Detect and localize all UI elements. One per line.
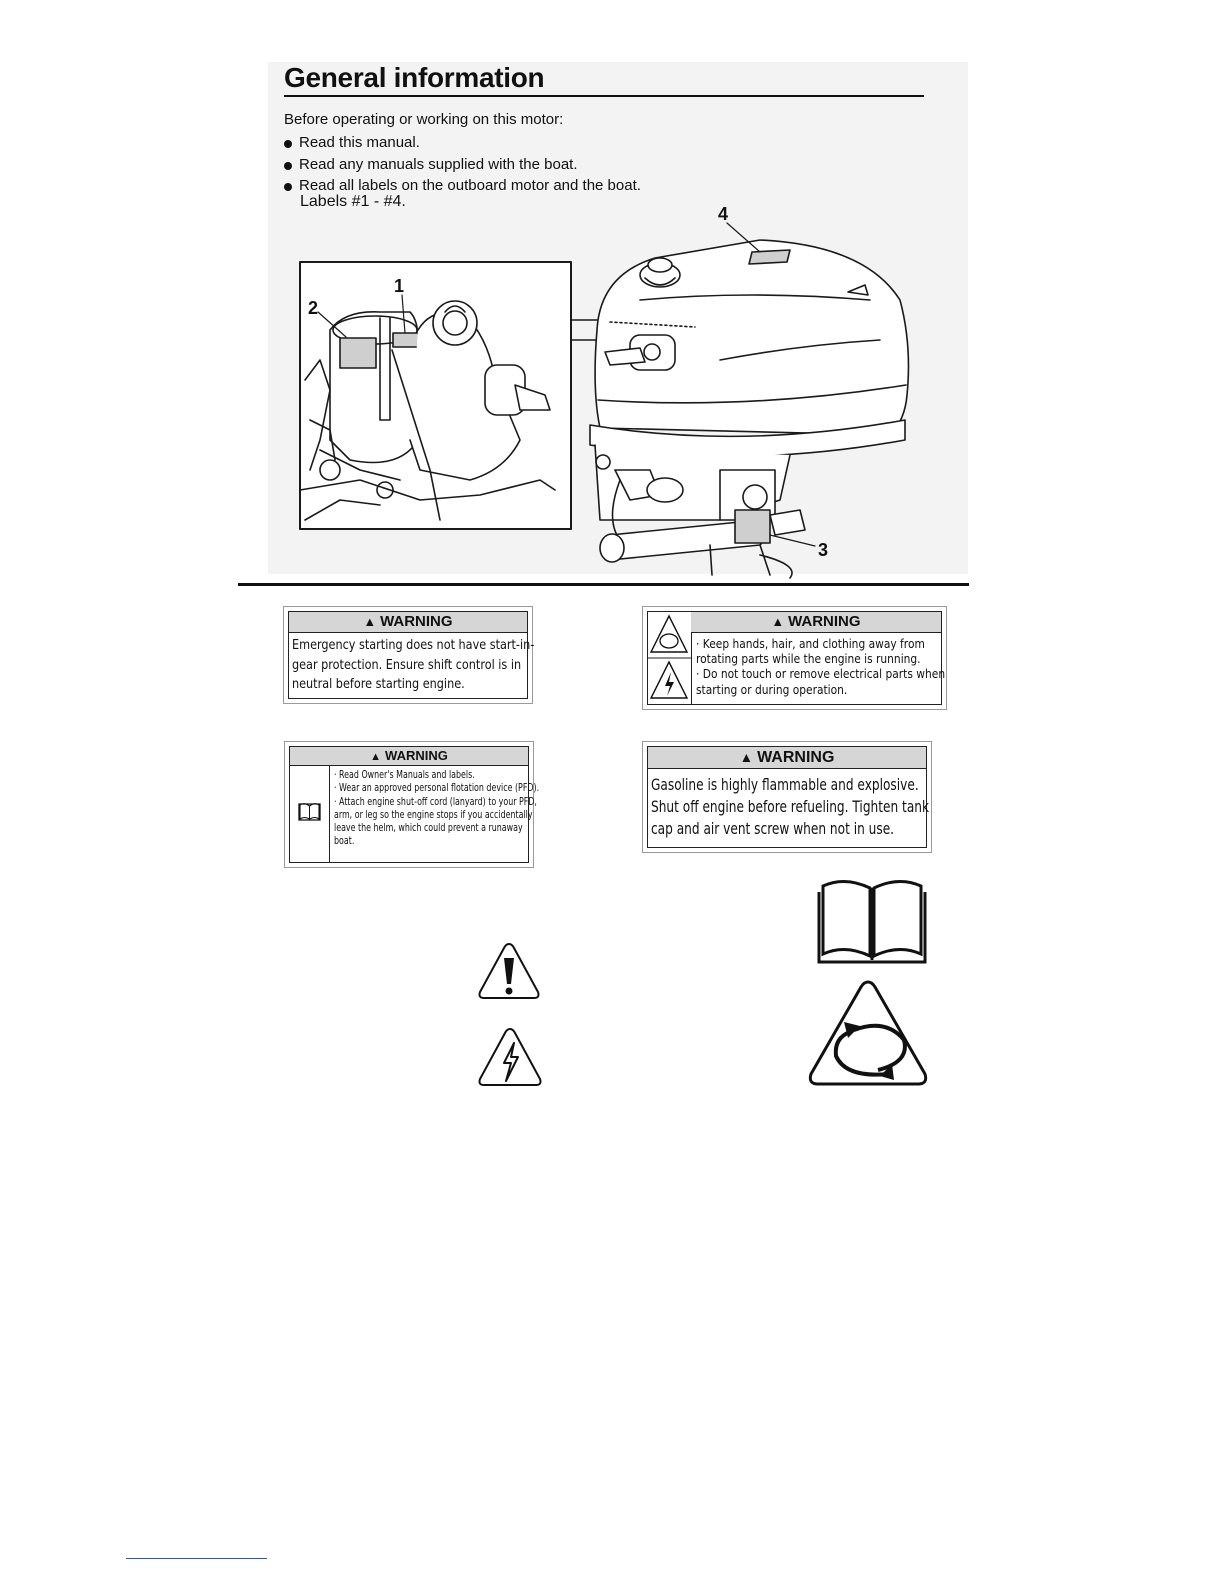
label-1-marker — [393, 333, 419, 347]
warning-text: · Keep hands, hair, and clothing away from rotating parts while the engine is running. · Do not touch or remove electrical parts when starting or during operation. — [696, 636, 946, 697]
warning-label-1 — [283, 606, 533, 704]
exclamation-warning-icon — [476, 940, 542, 1002]
read-manual-icon — [290, 766, 329, 862]
page-title: General information — [284, 62, 545, 93]
warning-header: ▲ WARNING — [290, 747, 528, 766]
read-manual-icon — [815, 878, 930, 966]
title-underline — [284, 95, 924, 97]
callout-1: 1 — [394, 276, 405, 296]
warning-text: · Read Owner's Manuals and labels. · Wear an approved personal flotation device (PFD). · Attach engine shut-off cord (lanyard) to your PFD, arm, or leg so the engine stops if you accidentally leave the helm, which could prevent a runaway boat. — [334, 768, 540, 848]
callout-2: 2 — [308, 298, 319, 318]
callout-3: 3 — [818, 540, 829, 560]
warning-header: ▲ WARNING — [648, 747, 926, 769]
label-icon-column — [290, 766, 330, 862]
rotating-parts-icon — [648, 612, 691, 704]
rotating-parts-icon — [806, 978, 930, 1090]
warning-triangle-icon: ▲ — [370, 751, 382, 763]
label-3-marker — [735, 510, 770, 543]
label-2-marker — [340, 338, 376, 368]
list-item: Read all labels on the outboard motor and the boat. — [284, 175, 641, 197]
list-item: Read any manuals supplied with the boat. — [284, 154, 641, 176]
warning-header: ▲ WARNING — [289, 612, 527, 633]
warning-label-3 — [284, 741, 540, 868]
warning-header: ▲ WARNING — [691, 612, 941, 633]
footnote-rule — [126, 1558, 267, 1559]
warning-triangle-icon: ▲ — [739, 750, 754, 765]
warning-text: Gasoline is highly flammable and explosive. Shut off engine before refueling. Tighten tank cap and air vent screw when not in use. — [651, 775, 930, 838]
warning-triangle-icon: ▲ — [771, 614, 785, 629]
list-item: Read this manual. — [284, 132, 641, 154]
intro-text: Before operating or working on this motor: — [284, 111, 564, 128]
labels-range-text: Labels #1 - #4. — [300, 193, 406, 210]
section-divider — [238, 583, 969, 586]
callout-4: 4 — [718, 204, 729, 224]
warning-triangle-icon: ▲ — [363, 614, 377, 629]
electrical-hazard-icon — [476, 1025, 544, 1089]
warning-text: Emergency starting does not have start-in- gear protection. Ensure shift control is in neutral before starting engine. — [292, 638, 535, 692]
instruction-list — [284, 132, 641, 197]
warning-label-2 — [642, 606, 947, 710]
outboard-motor-illustration — [270, 195, 970, 580]
warning-label-4 — [642, 741, 932, 853]
label-icon-column — [648, 612, 692, 704]
